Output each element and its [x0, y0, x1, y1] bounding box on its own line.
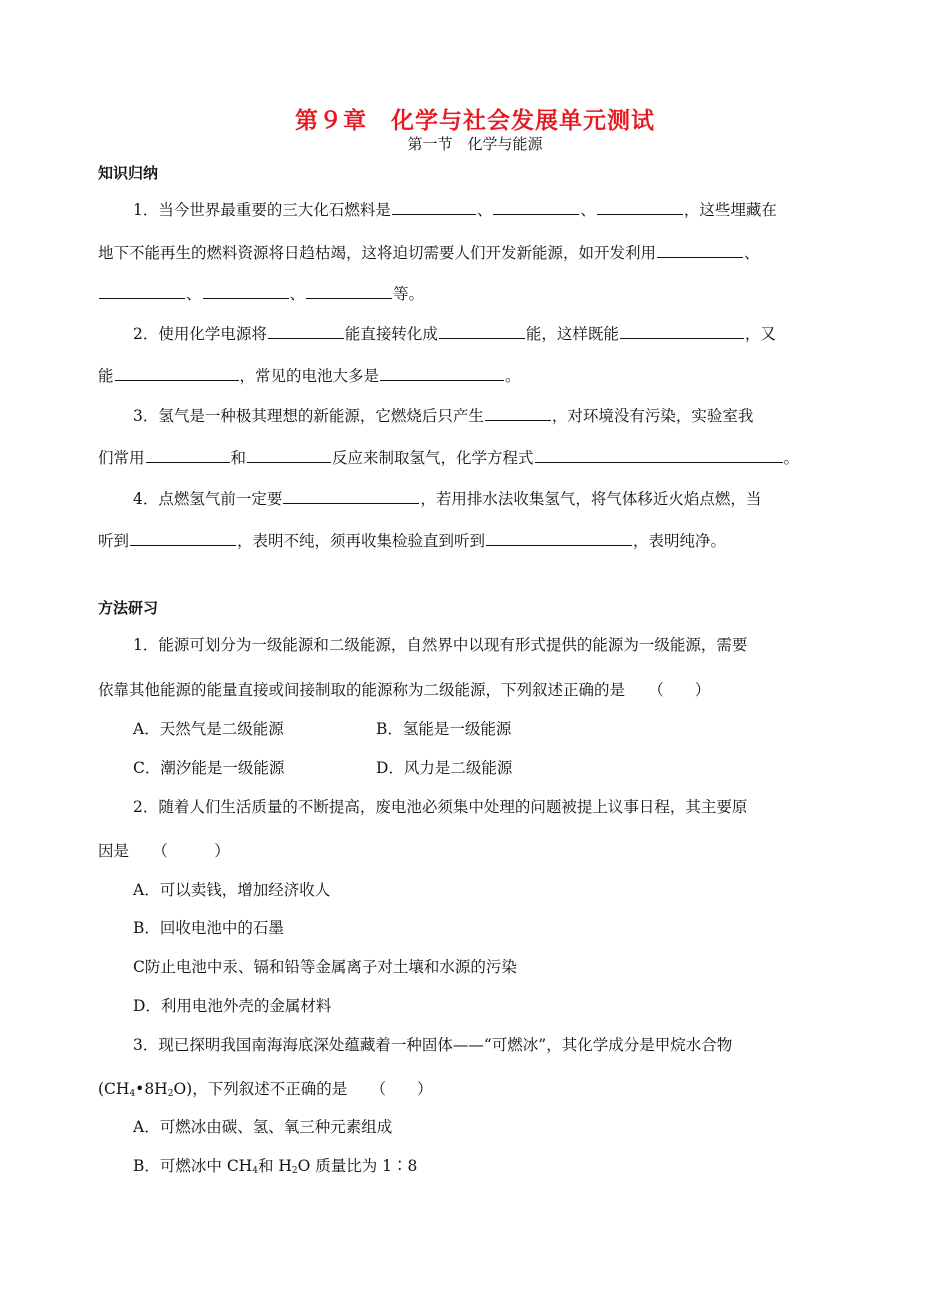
text: (CH — [98, 1080, 130, 1098]
s1-q2-line1 — [133, 324, 888, 344]
subscript: 2 — [291, 1166, 298, 1176]
answer-blank — [283, 489, 419, 504]
s1-q1-line3 — [98, 284, 853, 304]
answer-blank — [268, 324, 344, 339]
s1-q2-line2 — [98, 366, 853, 386]
answer-blank — [130, 531, 236, 546]
s2-q3-line1: 3．现已探明我国南海海底深处蕴藏着一种固体——“可燃冰”，其化学成分是甲烷水合物 — [133, 1036, 733, 1054]
text: 能直接转化成 — [344, 325, 438, 343]
text: ，对环境没有污染，实验室我 — [551, 407, 754, 425]
page-title: 第９章 化学与社会发展单元测试 — [295, 108, 655, 134]
text: 4．点燃氢气前一定要 — [133, 490, 283, 508]
s2-q2-option-a: A．可以卖钱，增加经济收人 — [133, 881, 331, 899]
text: 。 — [783, 449, 800, 467]
text: ，这些埋藏在 — [683, 201, 777, 219]
answer-blank — [493, 200, 579, 215]
subscript: 4 — [129, 1089, 136, 1099]
text: ，若用排水法收集氢气，将气体移近火焰点燃，当 — [420, 490, 762, 508]
s2-q2-line1: 2．随着人们生活质量的不断提高，废电池必须集中处理的问题被提上议事日程，其主要原 — [133, 798, 748, 816]
text: 和 H — [257, 1157, 292, 1175]
answer-blank — [306, 284, 392, 299]
text: B．可燃冰中 CH — [133, 1157, 253, 1175]
option-d: D．风力是二级能源 — [376, 759, 513, 777]
text: 、 — [289, 285, 306, 303]
text: O)，下列叙述不正确的是 （ ） — [173, 1080, 433, 1098]
s2-q2-option-c: C防止电池中汞、镉和铅等金属离子对土壤和水源的污染 — [133, 958, 517, 976]
answer-blank — [380, 366, 504, 381]
s2-q3-line2 — [98, 1079, 853, 1104]
section-heading-knowledge: 知识归纳 — [98, 164, 159, 182]
text: 等。 — [393, 285, 425, 303]
text: O 质量比为 1∶8 — [297, 1157, 418, 1175]
subscript: 4 — [252, 1166, 258, 1176]
s2-q3-option-b — [133, 1156, 888, 1181]
answer-blank — [115, 366, 239, 381]
text: ，表明纯净。 — [633, 532, 727, 550]
text: 地下不能再生的燃料资源将日趋枯竭，这将迫切需要人们开发新能源，如开发利用 — [98, 244, 657, 262]
answer-blank — [657, 243, 743, 258]
answer-blank — [439, 324, 525, 339]
text: ，常见的电池大多是 — [239, 367, 380, 385]
text: 能，这样既能 — [525, 325, 619, 343]
s2-q3-option-a: A．可燃冰由碳、氢、氧三种元素组成 — [133, 1118, 393, 1136]
s2-q2-line2: 因是 （ ） — [98, 842, 230, 860]
text: 。 — [505, 367, 521, 385]
text: 、 — [186, 285, 202, 303]
text: 、 — [580, 201, 596, 219]
s2-q2-option-b: B．回收电池中的石墨 — [133, 919, 284, 937]
answer-blank — [99, 284, 185, 299]
text: 能 — [98, 367, 114, 385]
page-subtitle: 第一节 化学与能源 — [407, 135, 543, 153]
answer-blank — [146, 448, 230, 463]
section-heading-methods: 方法研习 — [98, 599, 159, 617]
answer-blank — [392, 200, 476, 215]
answer-blank — [620, 324, 744, 339]
text: 和 — [230, 449, 247, 467]
answer-blank — [486, 531, 632, 546]
text: 反应来制取氢气，化学方程式 — [332, 449, 534, 467]
text: 1．当今世界最重要的三大化石燃料是 — [133, 201, 391, 219]
text: 们常用 — [98, 449, 145, 467]
text: •8H — [135, 1080, 168, 1098]
s2-q2-option-d: D．利用电池外壳的金属材料 — [133, 997, 332, 1015]
answer-blank — [247, 448, 331, 463]
s2-q1-options-ab — [133, 719, 888, 739]
s1-q1-line2 — [98, 243, 853, 263]
s1-q3-line1 — [133, 406, 888, 426]
text: 、 — [744, 244, 760, 262]
s2-q1-options-cd — [133, 758, 888, 778]
text: 2．使用化学电源将 — [133, 325, 267, 343]
option-a: A．天然气是二级能源 — [133, 720, 284, 738]
text: 3．氢气是一种极其理想的新能源，它燃烧后只产生 — [133, 407, 484, 425]
answer-blank — [203, 284, 289, 299]
answer-blank — [485, 406, 551, 421]
s1-q3-line2 — [98, 448, 853, 468]
text: ，又 — [744, 325, 776, 343]
s1-q4-line2 — [98, 531, 853, 551]
text: 听到 — [98, 532, 130, 550]
s1-q4-line1 — [133, 489, 888, 509]
s1-q1-line1 — [133, 200, 888, 220]
s2-q1-line1: 1．能源可划分为一级能源和二级能源，自然界中以现有形式提供的能源为一级能源，需要 — [133, 636, 748, 654]
s2-q1-line2: 依靠其他能源的能量直接或间接制取的能源称为二级能源，下列叙述正确的是 （ ） — [98, 681, 711, 699]
text: 、 — [476, 201, 493, 219]
option-c: C．潮汐能是一级能源 — [133, 759, 285, 777]
subscript: 2 — [167, 1089, 174, 1099]
option-b: B．氢能是一级能源 — [376, 720, 512, 738]
text: ，表明不纯，须再收集检验直到听到 — [237, 532, 486, 550]
answer-blank — [597, 200, 683, 215]
answer-blank — [535, 448, 783, 463]
